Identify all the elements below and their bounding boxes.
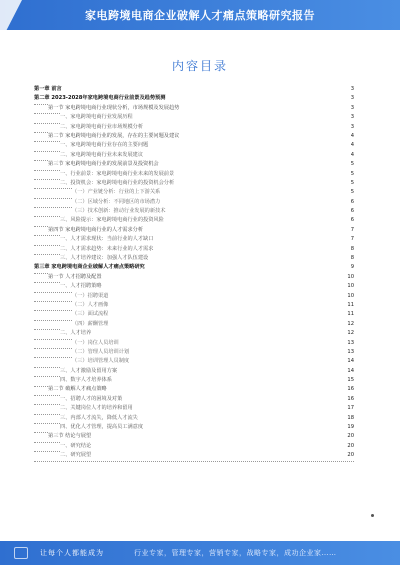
toc-entry-title: （一）招聘渠道 xyxy=(72,292,345,301)
toc-entry-title: （二）区域分析：不同地区的市场潜力 xyxy=(72,198,349,207)
toc-entry-page: 8 xyxy=(349,245,354,254)
toc-entry-title: （一）岗位人员培训 xyxy=(72,339,345,348)
toc-entry-page: 3 xyxy=(349,94,354,103)
toc-entry-title: 一、行业前景：家电跨境电商行业未来的发展前景 xyxy=(60,170,349,179)
toc-entry-page: 7 xyxy=(349,235,354,244)
toc-entry-page: 6 xyxy=(349,216,354,225)
toc-entry-page: 19 xyxy=(345,423,354,432)
header-decoration xyxy=(0,0,22,30)
toc-entry-title: 四、优化人才管理，提高员工满意度 xyxy=(60,423,345,432)
toc-entry-page: 9 xyxy=(349,263,354,272)
toc-entry-title: 第三节 家电跨境电商行业的发展前景及投资机会 xyxy=(48,160,349,169)
toc-entry-page: 7 xyxy=(349,226,354,235)
toc-entry-title: （三）技术创新：推动行业发展的新技术 xyxy=(72,207,349,216)
toc-entry-page: 4 xyxy=(349,151,354,160)
toc-entry-title: 二、研究展望 xyxy=(60,451,345,460)
toc-entry-page: 10 xyxy=(345,292,354,301)
toc-entry-page: 10 xyxy=(345,282,354,291)
toc-entry-title: 第二节 家电跨境电商行业的发展，存在的主要问题及建议 xyxy=(48,132,349,141)
toc-entry-title: （四）薪酬管理 xyxy=(72,320,345,329)
toc-entry-title: （三）培训管理人员制度 xyxy=(72,357,345,366)
toc-entry-title: 二、人才需求趋势：未来行业的人才需求 xyxy=(60,245,349,254)
toc-entry-page: 11 xyxy=(345,301,354,310)
toc-entry-title: 三、人才激励及留用方案 xyxy=(60,367,345,376)
toc-entry-page: 13 xyxy=(345,339,354,348)
toc-entry-title: 二、人才培养 xyxy=(60,329,345,338)
toc-entry-page: 12 xyxy=(345,320,354,329)
toc-entry-page: 13 xyxy=(345,348,354,357)
toc-entry-page: 6 xyxy=(349,207,354,216)
toc-entry-title: 三、人才培养建议：加强人才队伍建设 xyxy=(60,254,349,263)
toc-entry-page: 3 xyxy=(349,113,354,122)
report-title: 家电跨境电商企业破解人才痛点策略研究报告 xyxy=(85,9,315,22)
toc-entry-page: 4 xyxy=(349,132,354,141)
toc-entry-page: 18 xyxy=(345,414,354,423)
toc-entry-title: 第二章 2023-2028年家电跨境电商行业前景及趋势预测 xyxy=(34,94,349,103)
toc-entry-page: 5 xyxy=(349,160,354,169)
page-header xyxy=(0,0,400,30)
toc-entry-title: 一、招聘人才的困境及对策 xyxy=(60,395,345,404)
toc-entry-title: 三、内部人才流失，降低人才流失 xyxy=(60,414,345,423)
toc-entry-page: 11 xyxy=(345,310,354,319)
toc-entry-page: 10 xyxy=(345,273,354,282)
toc-entry-title: （一）产业链分析：行业的上下游关系 xyxy=(72,188,349,197)
toc-entry-title: 第四节 家电跨境电商行业的人才需求分析 xyxy=(48,226,349,235)
toc-entry-page: 14 xyxy=(345,367,354,376)
toc-entry-title: 一、研究结论 xyxy=(60,442,345,451)
page-footer xyxy=(0,541,400,565)
toc-entry-page: 14 xyxy=(345,357,354,366)
toc-entry-title: 二、投资机会：家电跨境电商行业的投资机会分析 xyxy=(60,179,349,188)
toc-entry-title: 二、家电跨境电商行业市场规模分析 xyxy=(60,123,349,132)
toc-entry-title: 一、人才招聘策略 xyxy=(60,282,345,291)
toc-entry[interactable] xyxy=(34,452,354,461)
footer-tagline: 行业专家，管理专家，营销专家，战略专家，成功企业家…… xyxy=(134,549,337,557)
toc-entry-title: 第二节 破解人才痛点策略 xyxy=(48,385,345,394)
toc-entry-page: 5 xyxy=(349,188,354,197)
toc-entry-page: 20 xyxy=(345,451,354,460)
footer-slogan: 让每个人都能成为 xyxy=(40,549,104,557)
toc-entry-page: 4 xyxy=(349,141,354,150)
table-of-contents xyxy=(34,86,354,462)
toc-entry-page: 20 xyxy=(345,432,354,441)
toc-entry-page: 6 xyxy=(349,198,354,207)
toc-entry-page: 17 xyxy=(345,404,354,413)
toc-entry-title: 第一节 人才招聘及配置 xyxy=(48,273,345,282)
toc-entry-title: 二、关键岗位人才的培养和留用 xyxy=(60,404,345,413)
toc-entry-title: 第三节 结论与展望 xyxy=(48,432,345,441)
toc-entry-title: 一、人才需求现状：当前行业的人才缺口 xyxy=(60,235,349,244)
toc-entry-title: （二）管理人员培训计划 xyxy=(72,348,345,357)
toc-entry-page: 8 xyxy=(349,254,354,263)
toc-entry-page: 3 xyxy=(349,85,354,94)
toc-entry-title: 第三章 家电跨境电商企业破解人才痛点策略研究 xyxy=(34,263,349,272)
toc-entry-title: 第一节 家电跨境电商行业现状分析，市场规模及发展趋势 xyxy=(48,104,349,113)
toc-heading: 内容目录 xyxy=(171,59,228,73)
toc-entry-page: 3 xyxy=(349,123,354,132)
toc-entry-page: 12 xyxy=(345,329,354,338)
toc-entry-page: 5 xyxy=(349,170,354,179)
toc-entry-title: 二、家电跨境电商行业未来发展建议 xyxy=(60,151,349,160)
footer-logo-icon xyxy=(14,547,28,559)
toc-entry-page: 5 xyxy=(349,179,354,188)
toc-entry-title: （三）面试流程 xyxy=(72,310,345,319)
toc-entry-page: 16 xyxy=(345,395,354,404)
toc-entry-title: 四、数字人才培养体系 xyxy=(60,376,345,385)
toc-entry-page: 15 xyxy=(345,376,354,385)
toc-entry-page: 16 xyxy=(345,385,354,394)
toc-entry-page: 3 xyxy=(349,104,354,113)
toc-entry-title: （二）人才画像 xyxy=(72,301,345,310)
page-marker xyxy=(371,514,374,517)
toc-entry-title: 三、风险提示：家电跨境电商行业的投资风险 xyxy=(60,216,349,225)
toc-entry-title: 第一章 前言 xyxy=(34,85,349,94)
toc-entry-title: 一、家电跨境电商行业存在的主要问题 xyxy=(60,141,349,150)
toc-entry-page: 20 xyxy=(345,442,354,451)
toc-entry-title: 一、家电跨境电商行业发展历程 xyxy=(60,113,349,122)
